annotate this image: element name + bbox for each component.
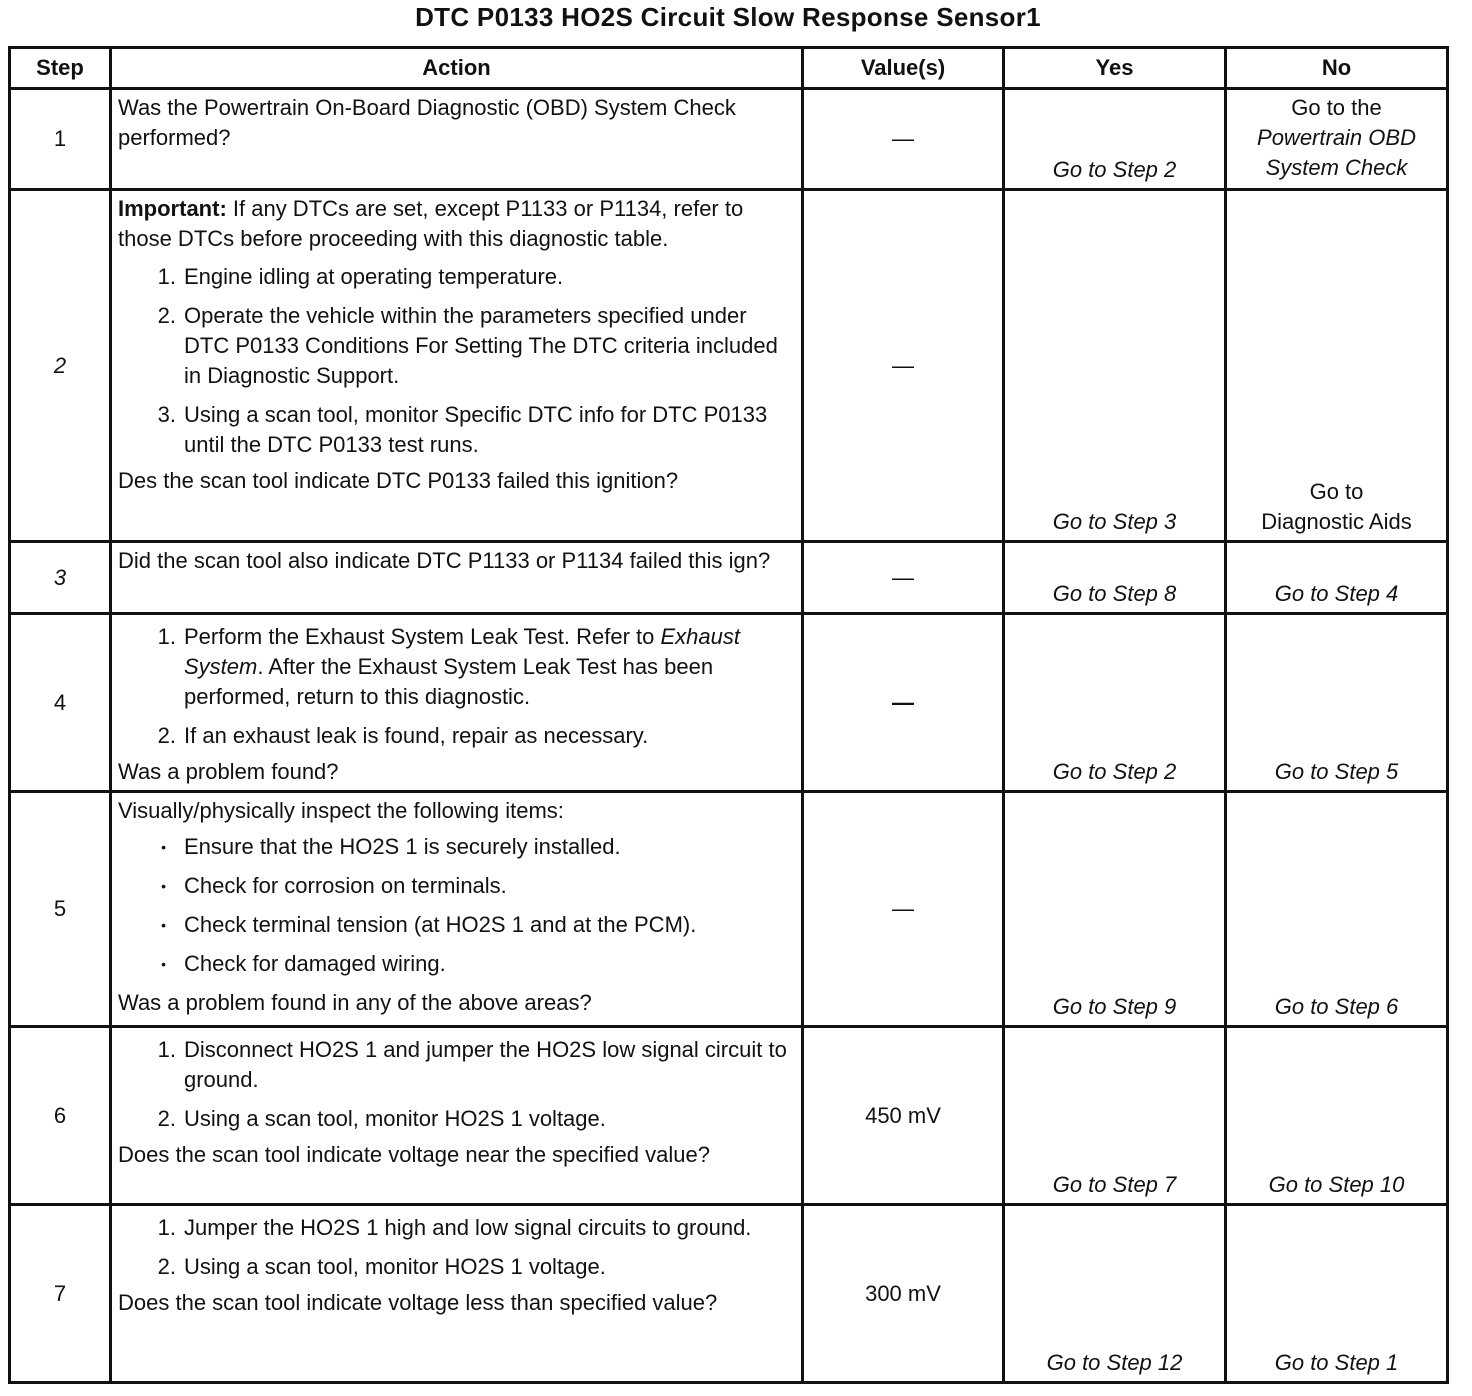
action-text: Was the Powertrain On-Board Diagnostic (OBD) System Check performed? [118, 95, 736, 150]
list-item: 3. Using a scan tool, monitor Specific DTC info for DTC P0133 until the DTC P0133 test runs. [157, 402, 768, 457]
action-cell [111, 542, 803, 614]
table-row [10, 1205, 1448, 1383]
question: Does the scan tool indicate voltage less than specified value? [118, 1290, 718, 1315]
header-values: Value(s) [803, 48, 1004, 89]
action-cell [111, 89, 803, 190]
value-cell: — [803, 190, 1004, 542]
no-cell [1226, 89, 1448, 190]
no-prefix: Go to the [1291, 95, 1382, 120]
no-cell: Go to Step 4 [1226, 542, 1448, 614]
page-title: DTC P0133 HO2S Circuit Slow Response Sensor1 [415, 2, 1041, 32]
table-header-row [10, 48, 1448, 89]
important-note: Important: If any DTCs are set, except P1133 or P1134, refer to those DTCs before proceeding with this diagnostic table. [118, 196, 744, 251]
table-row [10, 89, 1448, 190]
no-cell: Go to Step 6 [1226, 792, 1448, 1027]
step-number: 1 [10, 89, 111, 190]
action-cell [111, 1205, 803, 1383]
list-item: 2. Using a scan tool, monitor HO2S 1 voltage. [157, 1106, 606, 1131]
value-cell: — [803, 792, 1004, 1027]
yes-cell: Go to Step 9 [1004, 792, 1226, 1027]
step-number: 4 [10, 614, 111, 792]
header-yes: Yes [1004, 48, 1226, 89]
diagnostic-table [8, 46, 1449, 1384]
value-cell: 450 mV [803, 1027, 1004, 1205]
step-number: 2 [10, 190, 111, 542]
value-cell: 300 mV [803, 1205, 1004, 1383]
action-intro: Visually/physically inspect the following items: [118, 798, 564, 823]
header-step: Step [10, 48, 111, 89]
no-cell: Go to Step 10 [1226, 1027, 1448, 1205]
no-cell: Go to Diagnostic Aids [1226, 190, 1448, 542]
list-item: • Check for corrosion on terminals. [161, 873, 507, 898]
step-number: 7 [10, 1205, 111, 1383]
procedure-list [118, 622, 795, 751]
yes-cell: Go to Step 2 [1004, 614, 1226, 792]
procedure-list [118, 1213, 795, 1282]
list-item: • Ensure that the HO2S 1 is securely installed. [161, 834, 621, 859]
yes-cell: Go to Step 3 [1004, 190, 1226, 542]
action-cell [111, 190, 803, 542]
no-cell: Go to Step 1 [1226, 1205, 1448, 1383]
action-cell [111, 1027, 803, 1205]
list-item: 1. Jumper the HO2S 1 high and low signal circuits to ground. [157, 1215, 752, 1240]
header-action: Action [111, 48, 803, 89]
value-cell: — [803, 614, 1004, 792]
yes-cell: Go to Step 2 [1004, 89, 1226, 190]
value-cell: — [803, 89, 1004, 190]
step-number: 3 [10, 542, 111, 614]
table-row [10, 542, 1448, 614]
list-item: • Check terminal tension (at HO2S 1 and at the PCM). [161, 912, 697, 937]
reference-link-text: Exhaust System [184, 624, 740, 679]
action-cell [111, 792, 803, 1027]
question: Was a problem found in any of the above areas? [118, 990, 592, 1015]
list-item: • Check for damaged wiring. [161, 951, 446, 976]
list-item: 1. Disconnect HO2S 1 and jumper the HO2S low signal circuit to ground. [157, 1037, 787, 1092]
list-item: 2. Using a scan tool, monitor HO2S 1 voltage. [157, 1254, 606, 1279]
list-item: 2. If an exhaust leak is found, repair as necessary. [157, 723, 649, 748]
yes-cell: Go to Step 8 [1004, 542, 1226, 614]
step-number: 6 [10, 1027, 111, 1205]
question: Des the scan tool indicate DTC P0133 failed this ignition? [118, 468, 679, 493]
table-row [10, 190, 1448, 542]
inspection-list [118, 832, 795, 979]
action-text: Did the scan tool also indicate DTC P1133 or P1134 failed this ign? [118, 548, 771, 573]
list-item: 1. Perform the Exhaust System Leak Test. Refer to Exhaust System. After the Exhaust System Leak Test has been performed, return to this diagnostic. [157, 624, 740, 709]
question: Does the scan tool indicate voltage near the specified value? [118, 1142, 710, 1167]
yes-cell: Go to Step 12 [1004, 1205, 1226, 1383]
table-row [10, 1027, 1448, 1205]
table-row [10, 614, 1448, 792]
step-number: 5 [10, 792, 111, 1027]
value-cell: — [803, 542, 1004, 614]
no-cell: Go to Step 5 [1226, 614, 1448, 792]
header-no: No [1226, 48, 1448, 89]
yes-cell: Go to Step 7 [1004, 1027, 1226, 1205]
action-cell [111, 614, 803, 792]
no-reference: Powertrain OBD System Check [1257, 125, 1416, 180]
procedure-list [118, 262, 795, 460]
table-row [10, 792, 1448, 1027]
question: Was a problem found? [118, 759, 339, 784]
procedure-list [118, 1035, 795, 1134]
list-item: 1. Engine idling at operating temperature. [157, 264, 564, 289]
list-item: 2. Operate the vehicle within the parameters specified under DTC P0133 Conditions For Setting The DTC criteria included in Diagnostic Support. [157, 303, 778, 388]
